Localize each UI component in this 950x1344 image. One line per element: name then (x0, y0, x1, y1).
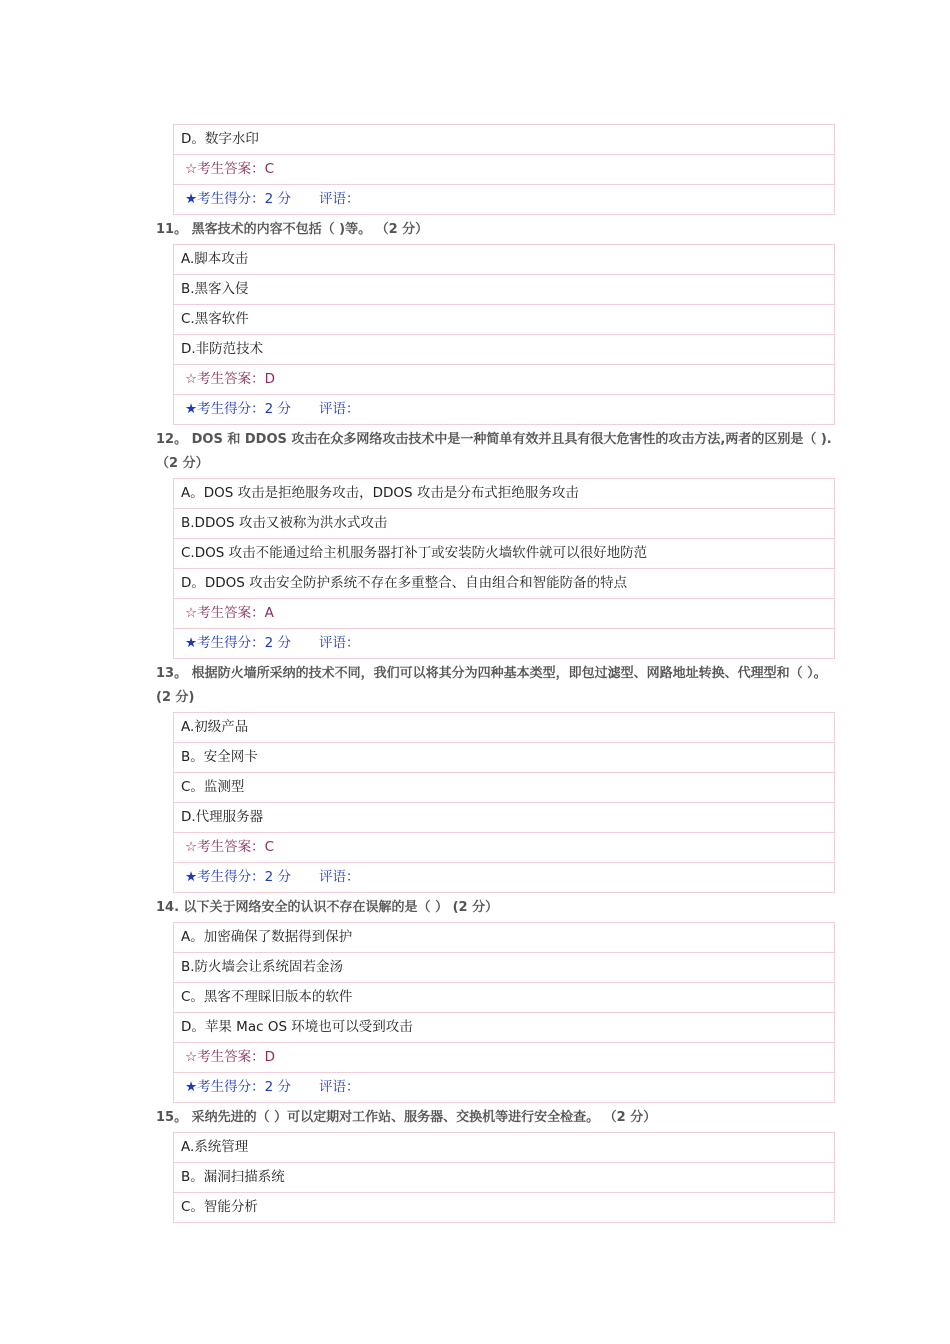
option-b: B.DDOS 攻击又被称为洪水式攻击 (174, 509, 834, 539)
q15-table (173, 1132, 835, 1223)
student-score (174, 185, 834, 214)
option-d: D.非防范技术 (174, 335, 834, 365)
option-b: B.防火墙会让系统固若金汤 (174, 953, 834, 983)
score-text: ★考生得分：2 分 (185, 401, 291, 417)
student-score (174, 629, 834, 658)
student-answer: ☆考生答案：A (174, 599, 834, 629)
option-a: A.初级产品 (174, 713, 834, 743)
option-a: A。加密确保了数据得到保护 (174, 923, 834, 953)
option-d: D。苹果 Mac OS 环境也可以受到攻击 (174, 1013, 834, 1043)
score-text: ★考生得分：2 分 (185, 869, 291, 885)
student-score (174, 1073, 834, 1102)
option-a: A.系统管理 (174, 1133, 834, 1163)
option-c: C。监测型 (174, 773, 834, 803)
option-c: C。智能分析 (181, 1199, 258, 1215)
q10-fragment-table (173, 124, 835, 215)
score-text: ★考生得分：2 分 (185, 635, 291, 651)
comment-label: 评语： (318, 635, 360, 651)
q13-table (173, 712, 835, 893)
q12-table (173, 478, 835, 659)
student-answer: ☆考生答案：C (174, 155, 834, 185)
student-score (174, 863, 834, 892)
q14-title: 14. 以下关于网络安全的认识不存在误解的是（ ） (2 分） (156, 900, 499, 915)
comment-label: 评语： (318, 1079, 360, 1095)
option-c: C.DOS 攻击不能通过给主机服务器打补丁或安装防火墙软件就可以很好地防范 (174, 539, 834, 569)
q13-title: 13。 根据防火墙所采纳的技术不同，我们可以将其分为四种基本类型，即包过滤型、网路地址转换、代理型和（ ）。 (2 分) (156, 666, 827, 705)
exam-sheet (0, 124, 950, 1223)
comment-label: 评语： (318, 401, 360, 417)
option-d: D。数字水印 (174, 125, 834, 155)
q11-title: 11。 黑客技术的内容不包括（ )等。 （2 分） (156, 222, 429, 237)
q11-table (173, 244, 835, 425)
option-b: B。漏洞扫描系统 (174, 1163, 834, 1193)
option-b: B.黑客入侵 (174, 275, 834, 305)
option-c: C.黑客软件 (174, 305, 834, 335)
option-a: A。DOS 攻击是拒绝服务攻击，DDOS 攻击是分布式拒绝服务攻击 (174, 479, 834, 509)
option-d: D。DDOS 攻击安全防护系统不存在多重整合、自由组合和智能防备的特点 (174, 569, 834, 599)
comment-label: 评语： (318, 191, 360, 207)
q15-title: 15。 采纳先进的（ ）可以定期对工作站、服务器、交换机等进行安全检查。 （2 分） (156, 1110, 657, 1125)
q12-title: 12。 DOS 和 DDOS 攻击在众多网络攻击技术中是一种简单有效并且具有很大危害性的攻击方法,两者的区别是（ ).（2 分） (156, 432, 832, 471)
option-d: D.代理服务器 (174, 803, 834, 833)
comment-label: 评语： (318, 869, 360, 885)
student-answer: ☆考生答案：C (174, 833, 834, 863)
student-score (174, 395, 834, 424)
q14-table (173, 922, 835, 1103)
option-b: B。安全网卡 (174, 743, 834, 773)
score-text: ★考生得分：2 分 (185, 1079, 291, 1095)
student-answer: ☆考生答案：D (174, 365, 834, 395)
option-a: A.脚本攻击 (174, 245, 834, 275)
option-c: C。黑客不理睬旧版本的软件 (174, 983, 834, 1013)
student-answer: ☆考生答案：D (174, 1043, 834, 1073)
score-text: ★考生得分：2 分 (185, 191, 291, 207)
